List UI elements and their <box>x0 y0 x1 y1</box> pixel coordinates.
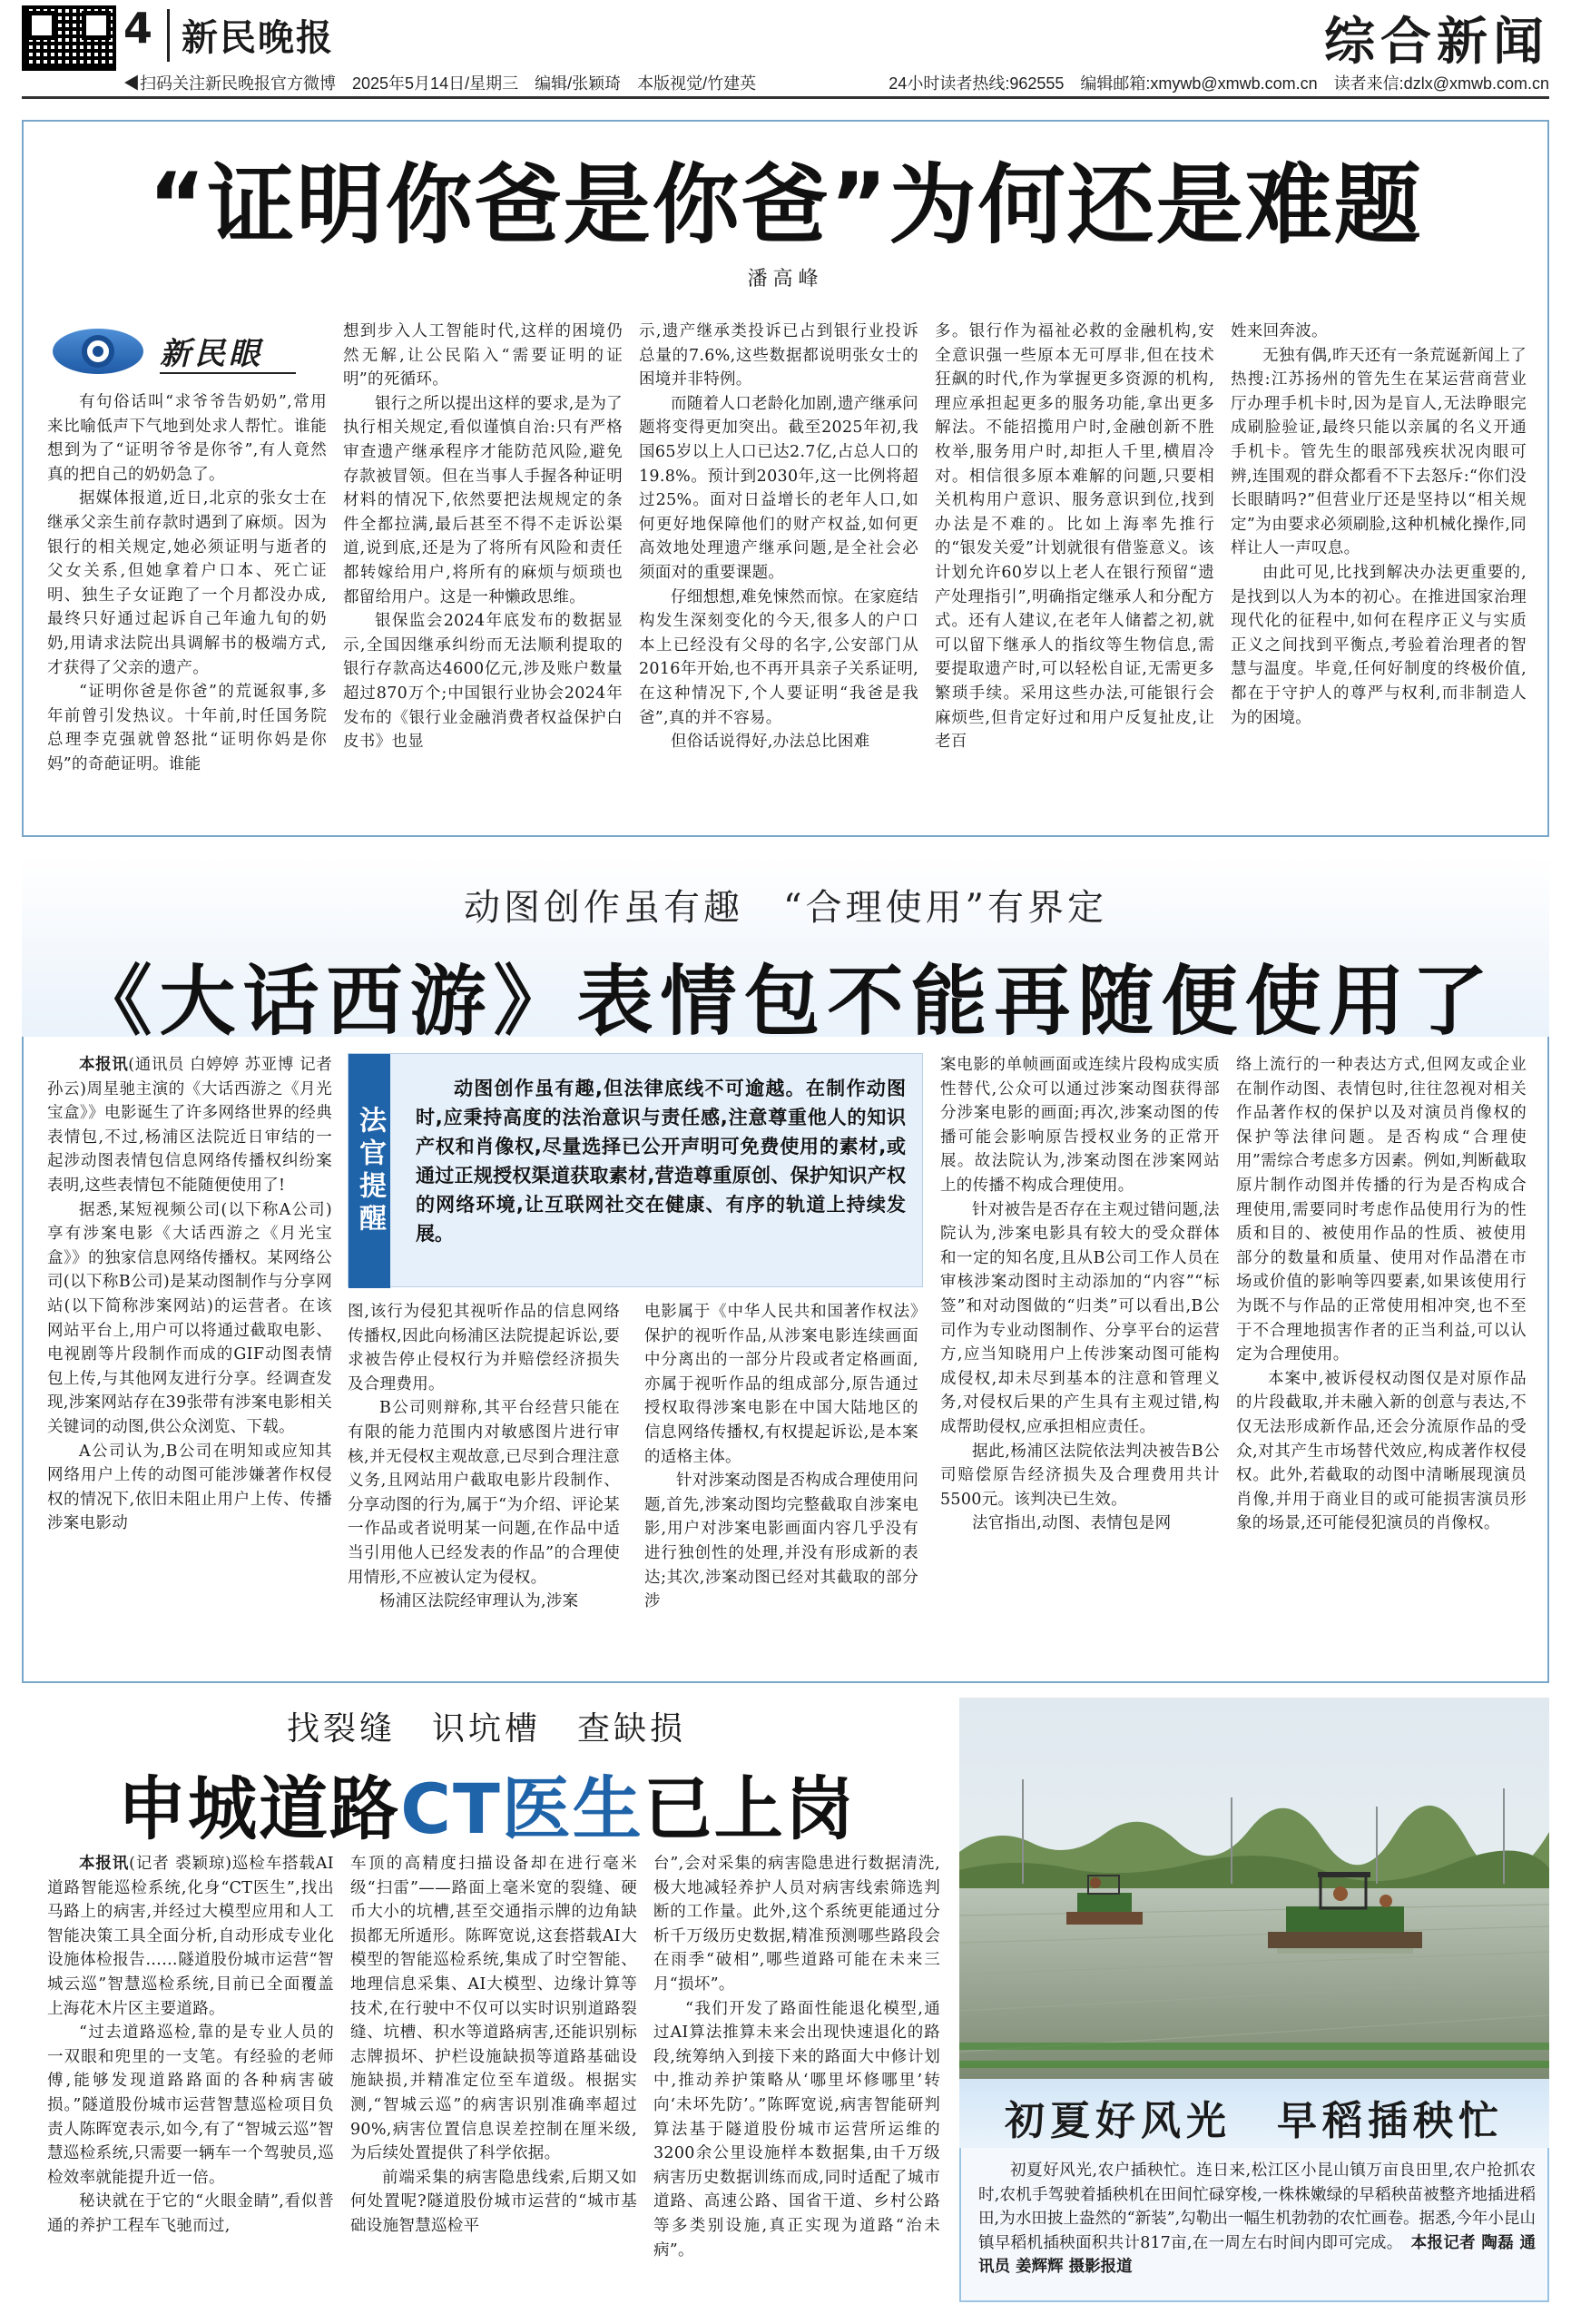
xinmin-eye-icon <box>53 323 152 379</box>
article2-kicker: 动图创作虽有趣 “合理使用”有界定 <box>464 887 1107 929</box>
paragraph: 由此可见,比找到解决办法更重要的,是找到以人为本的初心。在推进国家治理现代化的征程中,如何在程序正义与实质正义之间找到平衡点,考验着治理者的智慧与温度。毕竟,任何好制度的终极价值,都在于守护人的尊严与权利,而非制造人为的困境。 <box>1231 563 1527 727</box>
article1-column-4 <box>935 320 1214 828</box>
header-info-right: 24小时读者热线:962555 编辑邮箱:xmywb@xmwb.com.cn 读者来信:dzlx@xmwb.com.cn <box>889 74 1549 93</box>
article2-column-1 <box>47 1053 332 1670</box>
article2-column-5 <box>1236 1053 1527 1670</box>
paragraph: 图,该行为侵犯其视听作品的信息网络传播权,因此向杨浦区法院提起诉讼,要求被告停止侵权行为并赔偿经济损失及合理费用。 <box>348 1303 620 1393</box>
paragraph: 姓来回奔波。 <box>1231 322 1328 340</box>
paragraph: 电影属于《中华人民共和国著作权法》保护的视听作品,从涉案电影连续画面中分离出的一部分片段或者定格画面,亦属于视听作品的组成部分,原告通过授权取得涉案电影在中国大陆地区的信息网络传播权,有权提起诉讼,是本案的适格主体。 <box>644 1303 918 1466</box>
paragraph: 据媒体报道,近日,北京的张女士在继承父亲生前存款时遇到了麻烦。因为银行的相关规定,她必须证明与逝者的父女关系,但她拿着户口本、死亡证明、独生子女证跑了一个月都没办成,最终只好通过起诉自己年逾九旬的奶奶,用请求法院出具调解书的极端方式,才获得了父亲的遗产。 <box>47 489 327 677</box>
judge-tip-label: 法官提醒 <box>349 1054 390 1288</box>
article1-column-2 <box>343 320 623 828</box>
paragraph: 仔细想想,难免悚然而惊。在家庭结构发生深刻变化的今天,很多人的户口本上已经没有父母的名字,公安部门从2016年开始,也不再开具亲子关系证明,在这种情况下,个人要证明“我爸是我爸”,真的并不容易。 <box>639 587 918 727</box>
paragraph: 银保监会2024年底发布的数据显示,全国因继承纠纷而无法顺利提取的银行存款高达4600亿元,涉及账户数量超过870万个;中国银行业协会2024年发布的《银行业金融消费者权益保护白皮书》也显 <box>343 612 623 752</box>
paragraph: 案电影的单帧画面或连续片段构成实质性替代,公众可以通过涉案动图获得部分涉案电影的画面;再次,涉案动图的传播可能会影响原告授权业务的正常开展。故法院认为,涉案动图在涉案网站上的传播不构成合理使用。 <box>940 1056 1220 1195</box>
paragraph: 秘诀就在于它的“火眼金睛”,看似普通的养护工程车飞驰而过, <box>47 2192 334 2235</box>
paragraph: 银行之所以提出这样的要求,是为了执行相关规定,看似谨慎自治:只有严格审查遗产继承程序才能防范风险,避免存款被冒领。但在当事人手握各种证明材料的情况下,依然要把法规规定的条件全都拉满,最后甚至不得不走诉讼渠道,说到底,还是为了将所有风险和责任都转嫁给用户,将所有的麻烦与烦琐也都留给用户。这是一种懒政思维。 <box>343 394 623 606</box>
paragraph: A公司认为,B公司在明知或应知其网络用户上传的动图可能涉嫌著作权侵权的情况下,依旧未阻止用户上传、传播涉案电影动 <box>47 1442 332 1533</box>
section-title: 综合新闻 <box>1324 13 1549 72</box>
judge-tip-box <box>348 1053 923 1287</box>
article2-column-3 <box>644 1300 918 1670</box>
paragraph: 据此,杨浦区法院依法判决被告B公司赔偿原告经济损失及合理费用共计5500元。该判决已生效。 <box>940 1442 1220 1509</box>
headline-part: 已上岗 <box>643 1768 856 1849</box>
article3-kicker: 找裂缝 识坑槽 查缺损 <box>286 1710 686 1748</box>
header-info-left: ◀扫码关注新民晚报官方微博 2025年5月14日/星期三 编辑/张颖琦 本版视觉/竹建英 <box>123 74 757 93</box>
paragraph: 前端采集的病害隐患线索,后期又如何处置呢?隧道股份城市运营的“城市基础设施智慧巡检平 <box>350 2168 637 2235</box>
rice-planting-photo <box>959 1698 1549 2079</box>
judge-tip-text: 动图创作虽有趣,但法律底线不可逾越。在制作动图时,应秉持高度的法治意识与责任感,注意尊重他人的知识产权和肖像权,尽量选择已公开声明可免费使用的素材,或通过正规授权渠道获取素材,营造尊重原创、保护知识产权的网络环境,让互联网社交在健康、有序的轨道上持续发展。 <box>416 1078 906 1245</box>
dateline: 本报讯 <box>79 1855 130 1873</box>
article2-column-4 <box>940 1053 1220 1670</box>
paragraph: 想到步入人工智能时代,这样的困境仍然无解,让公民陷入“需要证明的证明”的死循环。 <box>343 322 623 389</box>
newspaper-name: 新民晚报 <box>182 16 334 59</box>
article3-column-3 <box>653 1852 940 2306</box>
article2-headline: 《大话西游》表情包不能再随便使用了 <box>75 956 1496 1046</box>
headline-part: 申城道路 <box>117 1768 401 1849</box>
article2-column-2 <box>348 1300 620 1670</box>
paragraph-text: (记者 裘颖琼)巡检车搭载AI道路智能巡检系统,化身“CT医生”,找出马路上的病害,并经过大模型应用和人工智能决策工具全面分析,自动形成专业化设施体检报告……隧道股份城市运营“智城云巡”智慧巡检系统,目前已全面覆盖上海花木片区主要道路。 <box>47 1855 334 2018</box>
paragraph: 杨浦区法院经审理认为,涉案 <box>379 1592 579 1611</box>
article1-author: 潘高峰 <box>747 268 824 290</box>
page-header <box>22 0 1549 98</box>
article1-column-3 <box>639 320 918 828</box>
photo-caption <box>978 2159 1536 2280</box>
page-number: 4 <box>123 4 153 53</box>
photo-title: 初夏好风光 早稻插秧忙 <box>1005 2098 1504 2144</box>
paragraph-text: (通讯员 白婷婷 苏亚博 记者 孙云)周星驰主演的《大话西游之《月光宝盒》》电影诞生了许多网络世界的经典表情包,不过,杨浦区法院近日审结的一起涉动图表情包信息网络传播权纠纷案表明,这些表情包不能随便使用了! <box>47 1056 332 1195</box>
paragraph: 多。银行作为福祉必救的金融机构,安全意识强一些原本无可厚非,但在技术狂飙的时代,作为掌握更多资源的机构,理应承担起更多的服务功能,拿出更多解法。不能招揽用户时,金融创新不胜枚举,服务用户时,却拒人千里,横眉冷对。相信很多原本难解的问题,只要相关机构用户意识、服务意识到位,找到办法是不难的。比如上海率先推行的“银发关爱”计划就很有借鉴意义。该计划允许60岁以上老人在银行预留“遗产处理指引”,明确指定继承人和分配方式。还有人建议,在老年人储蓄之初,就可以留下继承人的指纹等生物信息,需要提取遗产时,可以轻松自证,无需更多繁琐手续。采用这些办法,可能银行会麻烦些,但肯定好过和用户反复扯皮,让老百 <box>935 322 1214 752</box>
article3-column-2 <box>350 1852 637 2306</box>
article1-headline: “证明你爸是你爸”为何还是难题 <box>148 154 1423 256</box>
header-rule <box>22 96 1549 99</box>
article1-column-5 <box>1231 320 1527 828</box>
paragraph: 无独有偶,昨天还有一条荒诞新闻上了热搜:江苏扬州的管先生在某运营商营业厅办理手机卡时,因为是盲人,无法睁眼完成刷脸验证,最终只能以亲属的名义开通手机卡。管先生的眼部残疾状况肉眼可辨,连围观的群众都看不下去怒斥:“你们没长眼睛吗?”但营业厅还是坚持以“相关规定”为由要求必须刷脸,这种机械化操作,同样让人一声叹息。 <box>1231 346 1527 558</box>
header-divider <box>167 9 170 62</box>
paragraph: 针对涉案动图是否构成合理使用问题,首先,涉案动图均完整截取自涉案电影,用户对涉案电影画面内容几乎没有进行独创性的处理,并没有形成新的表达;其次,涉案动图已经对其截取的部分涉 <box>644 1472 918 1611</box>
article3-headline <box>22 1754 951 1853</box>
paragraph: 本案中,被诉侵权动图仅是对原作品的片段截取,并未融入新的创意与表达,不仅无法形成新作品,还会分流原作品的受众,对其产生市场替代效应,构成著作权侵权。此外,若截取的动图中清晰展现演员肖像,并用于商业目的或可能损害演员形象的场景,还可能侵犯演员的肖像权。 <box>1236 1369 1527 1533</box>
paragraph: 据悉,某短视频公司(以下称A公司)享有涉案电影《大话西游之《月光宝盒》》的独家信息网络传播权。某网络公司(以下称B公司)是某动图制作与分享网站(以下简称涉案网站)的运营者。在该网站平台上,用户可以将通过截取电影、电视剧等片段制作而成的GIF动图表情包上传,与其他网友进行分享。经调查发现,涉案网站存在39张带有涉案电影相关关键词的动图,供公众浏览、下载。 <box>47 1200 332 1436</box>
photo-caption-text: 初夏好风光,农户插秧忙。连日来,松江区小昆山镇万亩良田里,农户抢抓农时,农机手驾驶着插秧机在田间忙碌穿梭,一株株嫩绿的早稻秧苗被整齐地插进稻田,为水田披上盎然的“新装”,勾勒出一幅生机勃勃的农忙画卷。据悉,今年小昆山镇早稻机插秧面积共计817亩,在一周左右时间内即可完成。 <box>978 2162 1536 2252</box>
paragraph: 针对被告是否存在主观过错问题,法院认为,涉案电影具有较大的受众群体和一定的知名度,且从B公司工作人员在审核涉案动图时主动添加的“内容”“标签”和对动图做的“归类”可以看出,B公司作为专业动图制作、分享平台的运营方,应当知晓用户上传涉案动图可能构成侵权,却未尽到基本的注意和管理义务,对侵权后果的产生具有主观过错,构成帮助侵权,应承担相应责任。 <box>940 1200 1220 1436</box>
paragraph: 络上流行的一种表达方式,但网友或企业在制作动图、表情包时,往往忽视对相关作品著作权的保护以及对演员肖像权的保护等法律问题。是否构成“合理使用”需综合考虑多方因素。例如,判断截取原片制作动图并传播的行为是否构成合理使用,需要同时考虑作品使用行为的性质和目的、被使用作品的性质、被使用部分的数量和质量、使用对作品潜在市场或价值的影响等四要素,如果该使用行为既不与作品的正常使用相冲突,也不至于不合理地损害作者的正当利益,可以认定为合理使用。 <box>1236 1056 1527 1364</box>
paragraph: 示,遗产继承类投诉已占到银行业投诉总量的7.6%,这些数据都说明张女士的困境并非特例。 <box>639 322 918 389</box>
paragraph: “证明你爸是你爸”的荒诞叙事,多年前曾引发热议。十年前,时任国务院总理李克强就曾怒批“证明你妈是你妈”的奇葩证明。谁能 <box>47 683 327 773</box>
paragraph: 但俗话说得好,办法总比困难 <box>671 733 870 752</box>
paragraph: 台”,会对采集的病害隐患进行数据清洗,极大地减轻养护人员对病害线索筛选判断的工作量。此外,这个系统更能通过分析千万级历史数据,精准预测哪些路段会在雨季“破相”,哪些道路可能在未来三月“损坏”。 <box>653 1855 940 1994</box>
paragraph: 有句俗话叫“求爷爷告奶奶”,常用来比喻低声下气地到处求人帮忙。谁能想到为了“证明爷爷是你爷”,有人竟然真的把自己的奶奶急了。 <box>47 393 327 484</box>
column-logo-text: 新民眼 <box>160 336 263 372</box>
paragraph: 而随着人口老龄化加剧,遗产继承问题将变得更加突出。截至2025年初,我国65岁以上人口已达2.7亿,占总人口的19.8%。预计到2030年,这一比例将超过25%。面对日益增长的老年人口,如何更好地保障他们的财产权益,如何更高效地处理遗产继承问题,是全社会必须面对的重要课题。 <box>639 394 918 582</box>
paragraph: “我们开发了路面性能退化模型,通过AI算法推算未来会出现快速退化的路段,统筹纳入到接下来的路面大中修计划中,推动养护策略从‘哪里坏修哪里’转向‘未坏先防’。”陈晖宽说,病害智能研判算法基于隧道股份城市运营所运维的3200余公里设施样本数据集,由千万级病害历史数据训练而成,同时适配了城市道路、高速公路、国省干道、乡村公路等多类别设施,真正实现为道路“治未病”。 <box>653 1999 940 2260</box>
headline-highlight: CT医生 <box>400 1768 643 1849</box>
column-logo-underline <box>160 372 296 374</box>
photo-credit: 本报记者 陶磊 通讯员 姜辉辉 摄影报道 <box>978 2233 1537 2277</box>
paragraph: 车顶的高精度扫描设备却在进行毫米级“扫雷”——路面上毫米宽的裂缝、硬币大小的坑槽,甚至交通指示牌的边角缺损都无所遁形。陈晖宽说,这套搭载AI大模型的智能巡检系统,集成了时空智能、地理信息采集、AI大模型、边缘计算等技术,在行驶中不仅可以实时识别道路裂缝、坑槽、积水等道路病害,还能识别标志牌损坏、护栏设施缺损等道路基础设施缺损,并精准定位至车道级。根据实测,“智城云巡”的病害识别准确率超过90%,病害位置信息误差控制在厘米级,为后续处置提供了科学依据。 <box>350 1855 637 2163</box>
paragraph: B公司则辩称,其平台经营只能在有限的能力范围内对敏感图片进行审核,并无侵权主观故意,已尽到合理注意义务,且网站用户截取电影片段制作、分享动图的行为,属于“为介绍、评论某一作品或者说明某一问题,在作品中适当引用他人已经发表的作品”的合理使用情形,不应被认定为侵权。 <box>348 1399 620 1587</box>
photo-illustration <box>959 1698 1549 2079</box>
article1-column-1 <box>47 390 327 826</box>
dateline: 本报讯 <box>79 1056 129 1074</box>
qr-code-icon[interactable] <box>22 5 116 71</box>
paragraph: “过去道路巡检,靠的是专业人员的一双眼和兜里的一支笔。有经验的老师傅,能够发现道路路面的各种病害破损。”隧道股份城市运营智慧巡检项目负责人陈晖宽表示,如今,有了“智城云巡”智慧巡检系统,只需要一辆车一个驾驶员,巡检效率就能提升近一倍。 <box>47 2024 334 2187</box>
article3-column-1 <box>47 1852 334 2306</box>
paragraph: 法官指出,动图、表情包是网 <box>972 1514 1172 1533</box>
